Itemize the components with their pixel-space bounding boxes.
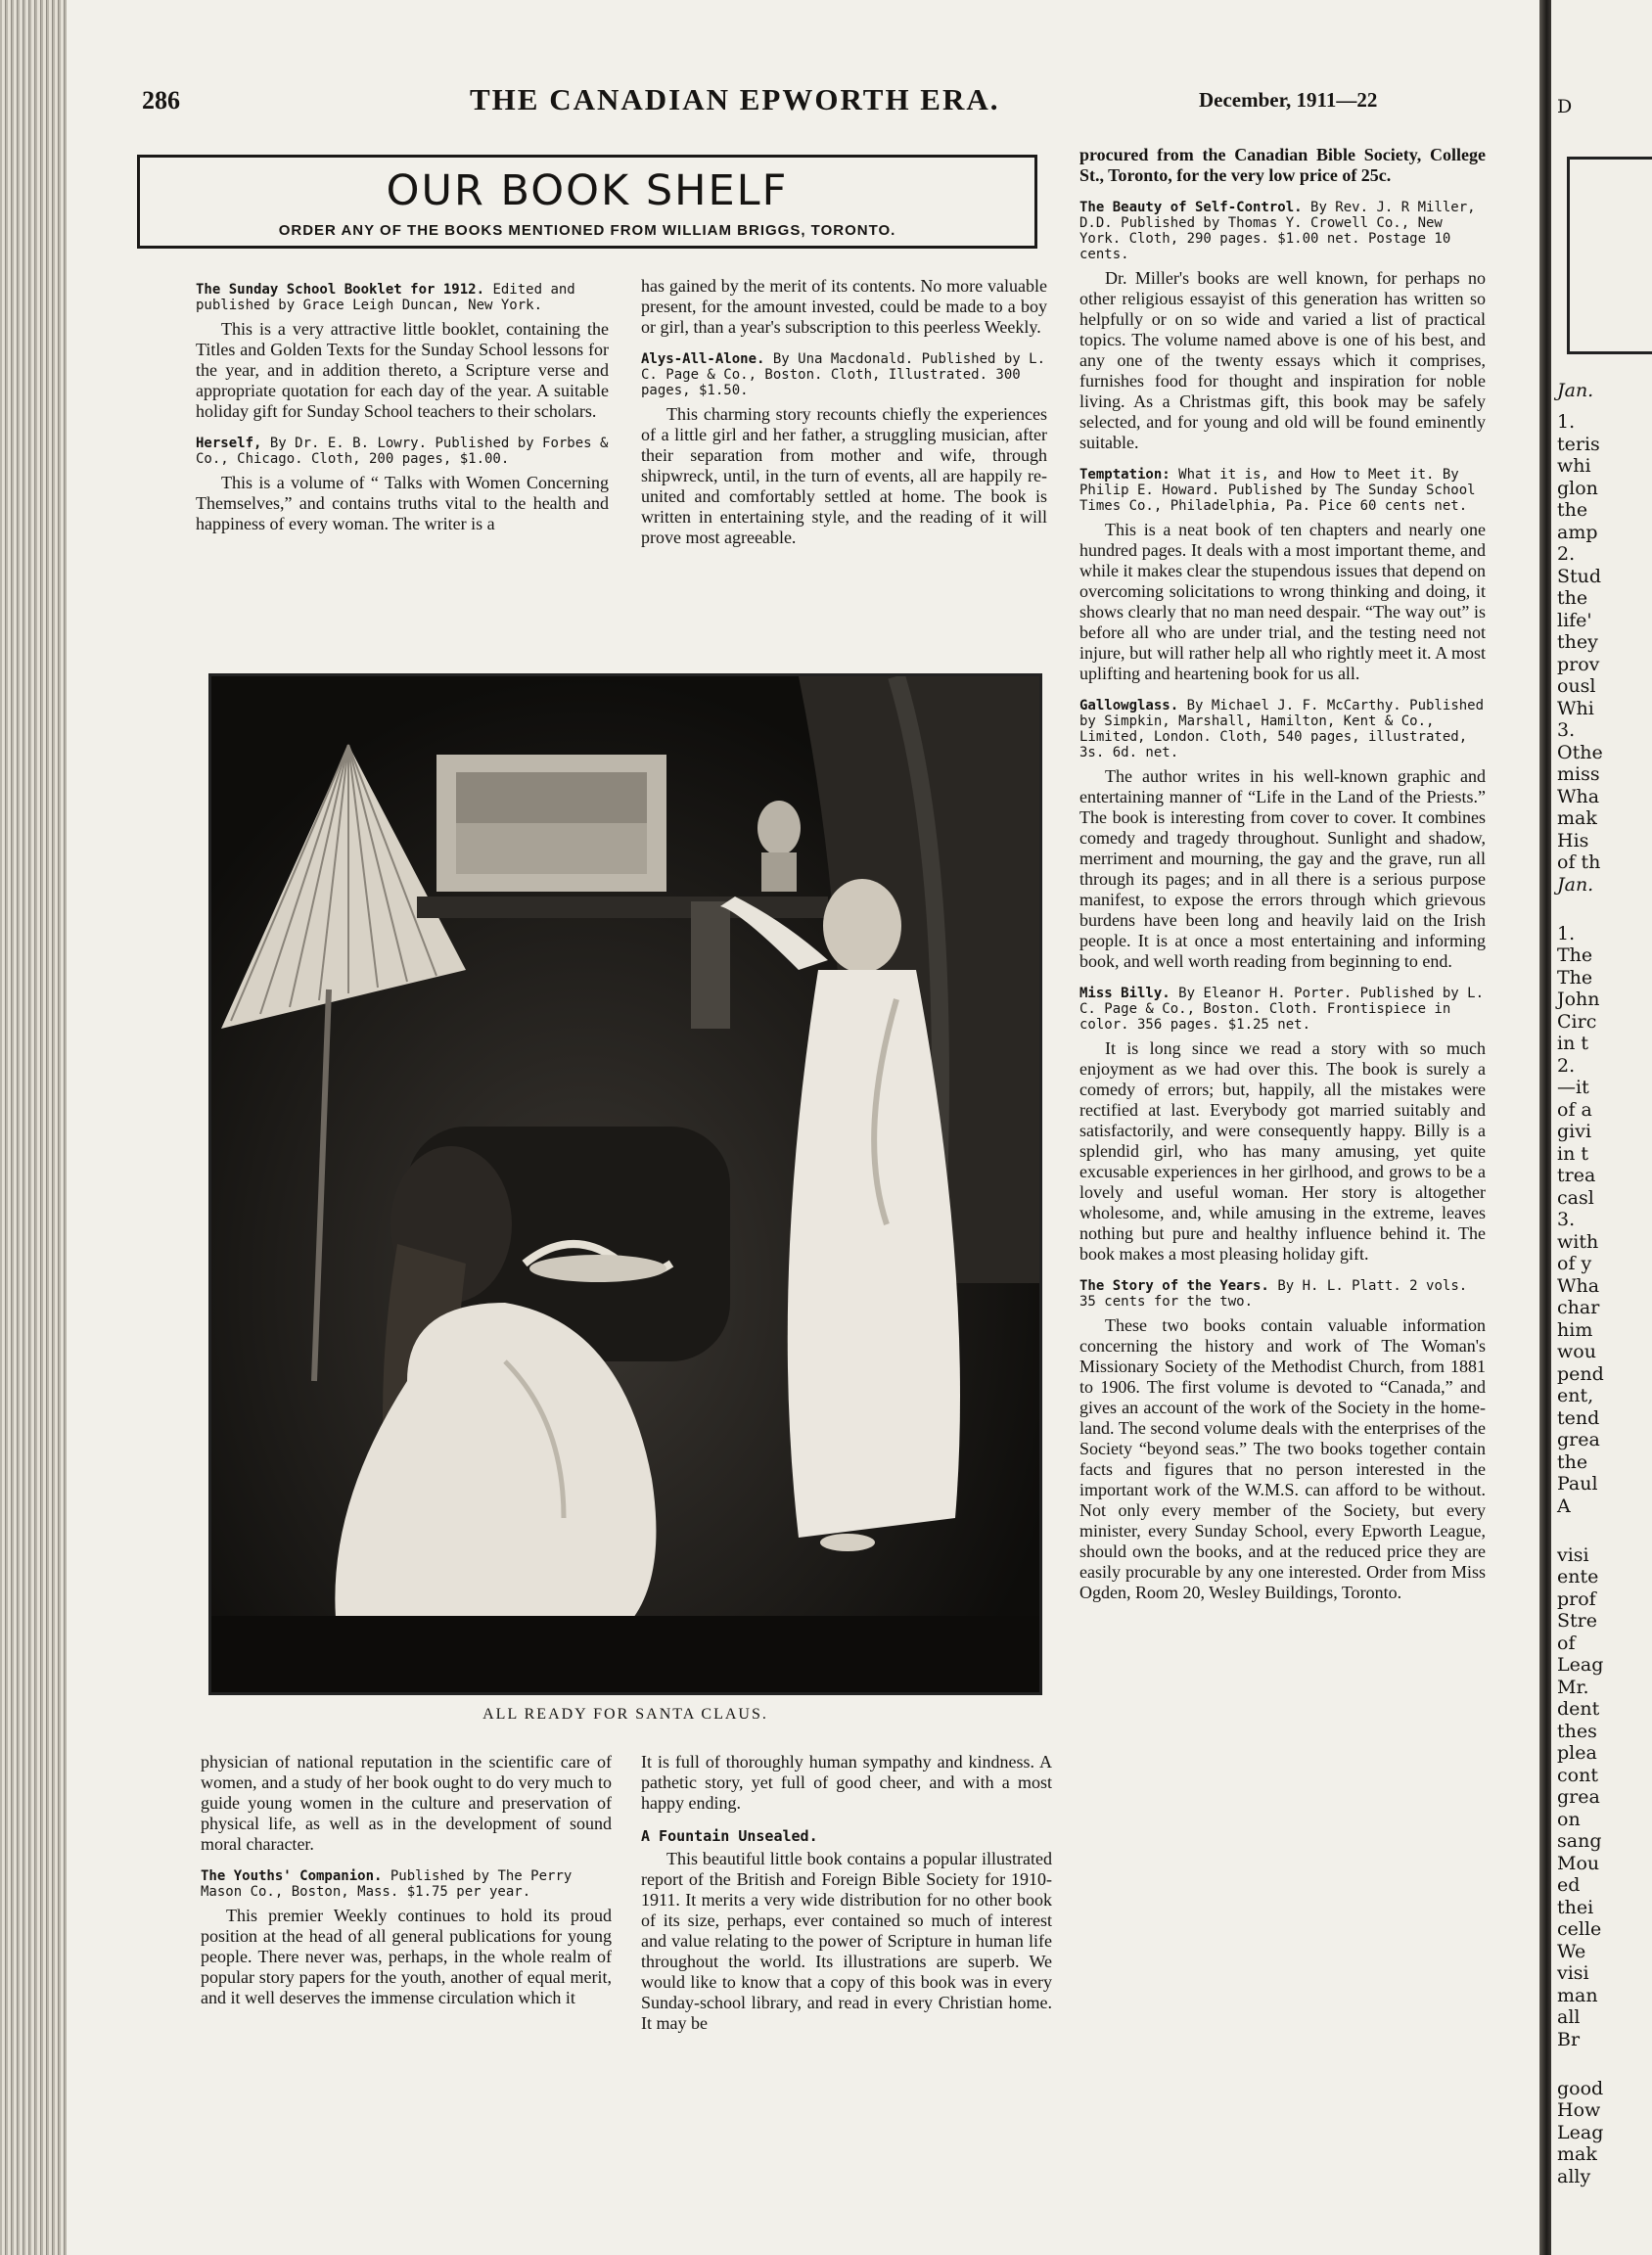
entry-heading: [641, 351, 1047, 398]
adjacent-page-fragment: Wha: [1557, 785, 1600, 807]
book-page-edges: [0, 0, 67, 2255]
adjacent-page-fragment: of y: [1557, 1253, 1592, 1274]
adjacent-page-fragment: with: [1557, 1230, 1599, 1253]
adjacent-page-fragment: 3.: [1557, 1209, 1576, 1230]
entry-heading: [201, 1868, 612, 1900]
adjacent-page-fragment: ente: [1557, 1566, 1599, 1588]
adjacent-page-fragment: D: [1557, 96, 1573, 117]
book-publisher: By Una Macdonald. Published by L. C. Page & Co., Boston. Cloth, Illustrated. 300 pages, $1.50.: [641, 351, 1046, 398]
adjacent-page-fragment: The: [1557, 966, 1593, 989]
adjacent-page-fragment: Mou: [1557, 1852, 1600, 1874]
adjacent-page-fragment: of th: [1557, 851, 1601, 873]
adjacent-page-fragment: visi: [1557, 1962, 1589, 1984]
page-number: 286: [142, 86, 180, 115]
adjacent-page-fragment: whi: [1557, 455, 1591, 477]
adjacent-page-fragment: plea: [1557, 1742, 1597, 1764]
adjacent-page-fragment: thei: [1557, 1896, 1594, 1918]
book-title: Miss Billy.: [1079, 986, 1170, 1001]
adjacent-page-fragment: prov: [1557, 653, 1600, 675]
adjacent-page-fragment: His: [1557, 829, 1589, 851]
adjacent-page-fragment: miss: [1557, 763, 1600, 785]
entry-heading: [196, 282, 609, 313]
adjacent-page-fragment: 1.: [1557, 411, 1576, 433]
book-publisher: By Dr. E. B. Lowry. Published by Forbes & Co., Chicago. Cloth, 200 pages, $1.00.: [196, 436, 609, 467]
book-gutter: [1539, 0, 1551, 2255]
book-publisher: By H. L. Platt. 2 vols. 35 cents for the two.: [1079, 1278, 1468, 1310]
adjacent-page-fragment: Jan.: [1557, 873, 1594, 896]
book-review-text: It is long since we read a story with so much enjoyment as we had over this. The book is surely a comedy of errors; but, happily, all the mistakes were rectified at last. Everybody got married suitably and satisfactorily, and were consequently happy. Billy is a splendid girl, who has many amusing, yet quite excusable experiences in her girlhood, and grows to be a lovely and useful woman. Her story is altogether wholesome, and, while amusing in the extreme, leaves nothing but pure and healthy influence behind it. The book makes a most pleasing holiday gift.: [1079, 1038, 1486, 1264]
adjacent-page-fragment: —it: [1557, 1077, 1589, 1098]
entry-heading: [1079, 1278, 1486, 1310]
adjacent-page-fragment: Stud: [1557, 565, 1602, 587]
adjacent-page-fragment: grea: [1557, 1786, 1600, 1808]
adjacent-page-fragment: man: [1557, 1984, 1598, 2006]
adjacent-page-fragment: ally: [1557, 2165, 1591, 2187]
book-publisher: What it is, and How to Meet it. By Philip E. Howard. Published by The Sunday School Times Co., Philadelphia, Pa. Pice 60 cents net.: [1079, 467, 1476, 514]
book-title: Alys-All-Alone.: [641, 351, 765, 367]
book-review-text: These two books contain valuable information concerning the history and work of The Woman's Missionary Society of the Methodist Church, from 1881 to 1906. The first volume is devoted to “Canada,” and gives an account of the work of the Society in the home-land. The second volume deals with the enterprises of the Society “beyond seas.” The two books together contain facts and figures that no person interested in the important work of the W.M.S. can afford to be without. Not only every member of the Society, but every minister, every Sunday School, every Epworth League, should own the books, and at the reduced price they are easily procurable by any one interested. Order from Miss Ogden, Room 20, Wesley Buildings, Toronto.: [1079, 1315, 1486, 1602]
entry-heading: [1079, 698, 1486, 760]
adjacent-page-fragment: cont: [1557, 1764, 1598, 1786]
adjacent-page-fragment: in t: [1557, 1142, 1588, 1165]
adjacent-page-fragment: Br: [1557, 2028, 1581, 2050]
adjacent-page-fragment: of a: [1557, 1098, 1592, 1121]
book-publisher: By Eleanor H. Porter. Published by L. C. Page & Co., Boston. Cloth. Frontispiece in color. 356 pages. $1.25 net.: [1079, 986, 1485, 1033]
adjacent-page-fragment: trea: [1557, 1165, 1596, 1186]
adjacent-page-fragment: pend: [1557, 1362, 1604, 1385]
adjacent-page-fragment: We: [1557, 1940, 1586, 1962]
adjacent-page-fragment: char: [1557, 1297, 1600, 1318]
adjacent-page-fragment: Leag: [1557, 2121, 1604, 2143]
photo-santa-claus: [211, 676, 1039, 1692]
book-title: The Youths' Companion.: [201, 1868, 383, 1884]
adjacent-page-fragment: 2.: [1557, 543, 1576, 565]
adjacent-page-fragment: on: [1557, 1808, 1581, 1830]
adjacent-page-fragment: Circ: [1557, 1010, 1597, 1033]
column-1-top: [196, 282, 609, 538]
book-publisher: By Michael J. F. McCarthy. Published by Simpkin, Marshall, Hamilton, Kent & Co., Limited, London. Cloth, 540 pages, illustrated, 3s. 6d. net.: [1079, 698, 1485, 760]
entry-heading: [1079, 986, 1486, 1033]
adjacent-page-fragment: 1.: [1557, 922, 1576, 944]
adjacent-page-fragment: tend: [1557, 1406, 1600, 1429]
book-title: Gallowglass.: [1079, 698, 1179, 713]
adjacent-page-fragment: The: [1557, 944, 1593, 966]
adjacent-page-fragment: teris: [1557, 433, 1600, 455]
column-2-bottom: [641, 1752, 1052, 2038]
adjacent-page-fragment: ed: [1557, 1874, 1581, 1896]
adjacent-page-fragment: Stre: [1557, 1610, 1597, 1632]
adjacent-page-fragment: wou: [1557, 1341, 1596, 1362]
adjacent-page-fragment: life': [1557, 609, 1592, 631]
adjacent-page-fragment: thes: [1557, 1720, 1597, 1742]
book-shelf-title: OUR BOOK SHELF: [386, 166, 789, 215]
adjacent-page-fragment: in t: [1557, 1033, 1588, 1054]
entry-heading: [1079, 467, 1486, 514]
book-title: A Fountain Unsealed.: [641, 1827, 818, 1845]
adjacent-page-fragment: Jan.: [1557, 380, 1594, 401]
adjacent-page-fragment: amp: [1557, 521, 1598, 543]
review-continuation: physician of national reputation in the scientific care of women, and a study of her book ought to do very much to guide young women in the culture and preservation of physical life, as well as in the development of sound moral character.: [201, 1752, 612, 1854]
book-review-text: Dr. Miller's books are well known, for perhaps no other religious essayist of this generation has written so helpfully or on so wide and varied a list of practical topics. The volume named above is one of his best, and any one of the twenty essays which it comprises, furnishes food for thought and inspiration for noble living. As a Christmas gift, this book may be safely selected, and for young and old will be found eminently suitable.: [1079, 268, 1486, 452]
book-shelf-banner: [137, 155, 1037, 249]
adjacent-page-fragment: Whi: [1557, 697, 1594, 719]
adjacent-page-fragment: good: [1557, 2077, 1604, 2099]
book-review-text: This is a very attractive little booklet, containing the Titles and Golden Texts for the Sunday School lessons for the year, and in addition thereto, a Scripture verse and appropriate quotation for each day of the year. A suitable holiday gift for Sunday School teachers to their scholars.: [196, 319, 609, 421]
adjacent-page-fragment: mak: [1557, 2143, 1597, 2165]
adjacent-page-fragment: How: [1557, 2099, 1601, 2121]
review-continuation: It is full of thoroughly human sympathy and kindness. A pathetic story, yet full of good cheer, and with a most happy ending.: [641, 1752, 1052, 1813]
adjacent-page-fragment: him: [1557, 1318, 1593, 1341]
book-publisher: Edited and published by Grace Leigh Duncan, New York.: [196, 282, 575, 313]
adjacent-page-fragment: Paul: [1557, 1473, 1598, 1495]
adjacent-page-fragment: sang: [1557, 1830, 1602, 1852]
adjacent-page-fragment: Wha: [1557, 1274, 1600, 1297]
book-title: Temptation:: [1079, 467, 1170, 483]
adjacent-page-fragment: of: [1557, 1632, 1576, 1654]
adjacent-page-fragment: Leag: [1557, 1654, 1604, 1676]
entry-heading: [1079, 200, 1486, 262]
book-review-text: This premier Weekly continues to hold its proud position at the head of all general publications for young people. There never was, perhaps, in the whole realm of popular story papers for the youth, another of equal merit, and it well deserves the immense circulation which it: [201, 1906, 612, 2007]
column-1-bottom: [201, 1752, 612, 2012]
adjacent-page-fragment: ousl: [1557, 675, 1596, 697]
book-review-text: This is a volume of “ Talks with Women Concerning Themselves,” and contains truths vital to the health and happiness of every woman. The writer is a: [196, 473, 609, 533]
adjacent-page-fragment: ent,: [1557, 1385, 1594, 1406]
book-title: The Beauty of Self-Control.: [1079, 200, 1303, 215]
entry-heading: [196, 436, 609, 467]
book-review-text: This is a neat book of ten chapters and nearly one hundred pages. It deals with a most important theme, and while it makes clear the stupendous issues that depend on overcoming solicitations to wrong thinking and doing, it shows clearly that no man need despair. “The way out” is before all who are under trial, and the testing need not injure, but will rather help all who rightly meet it. A most uplifting and heartening book for us all.: [1079, 520, 1486, 683]
adjacent-page-fragment: glon: [1557, 477, 1598, 499]
book-title: The Sunday School Booklet for 1912.: [196, 282, 485, 298]
book-review-text: This beautiful little book contains a popular illustrated report of the British and Foreign Bible Society for 1910-1911. It merits a very wide distribution for no other book of its size, perhaps, ever contained so much of interest and value relating to the power of Scripture in human life throughout the world. Its illustrations are superb. We would like to know that a copy of this book was in every Sunday-school library, and read in every Christian home. It may be: [641, 1849, 1052, 2033]
book-publisher: By Rev. J. R Miller, D.D. Published by Thomas Y. Crowell Co., New York. Cloth, 290 pages. $1.00 net. Postage 10 cents.: [1079, 200, 1476, 262]
column-3: [1079, 145, 1486, 1607]
issue-date: December, 1911—22: [1199, 88, 1378, 112]
adjacent-page-box: [1567, 157, 1652, 354]
journal-title: THE CANADIAN EPWORTH ERA.: [470, 82, 1000, 116]
adjacent-page-fragment: the: [1557, 499, 1588, 521]
book-title: The Story of the Years.: [1079, 1278, 1269, 1294]
adjacent-page-fragment: 3.: [1557, 719, 1576, 741]
adjacent-page-fragment: they: [1557, 631, 1598, 653]
adjacent-page: [1551, 0, 1652, 2255]
running-head: [0, 82, 1652, 121]
adjacent-page-fragment: A: [1557, 1495, 1571, 1517]
adjacent-page-fragment: the: [1557, 587, 1588, 609]
book-publisher: Published by The Perry Mason Co., Boston, Mass. $1.75 per year.: [201, 1868, 573, 1900]
adjacent-page-fragment: Mr.: [1557, 1676, 1589, 1698]
column-2-top: [641, 276, 1047, 552]
review-continuation: has gained by the merit of its contents. No more valuable present, for the amount invested, could be made to a boy or girl, than a year's subscription to this peerless Weekly.: [641, 276, 1047, 337]
adjacent-page-fragment: the: [1557, 1450, 1588, 1473]
adjacent-page-fragment: prof: [1557, 1588, 1596, 1610]
book-review-text: This charming story recounts chiefly the experiences of a little girl and her father, a struggling musician, after their separation from mother and wife, through shipwreck, until, in the turn of events, all are happily re-united and comfortably settled at home. The book is written in entertaining style, and the reading of it will prove most agreeable.: [641, 404, 1047, 547]
figure-caption: ALL READY FOR SANTA CLAUS.: [482, 1706, 768, 1723]
review-continuation: procured from the Canadian Bible Society, College St., Toronto, for the very low price of 25c.: [1079, 145, 1486, 185]
adjacent-page-fragment: givi: [1557, 1121, 1592, 1142]
adjacent-page-fragment: John: [1557, 989, 1600, 1010]
adjacent-page-fragment: Othe: [1557, 741, 1603, 763]
book-shelf-subtitle: ORDER ANY OF THE BOOKS MENTIONED FROM WILLIAM BRIGGS, TORONTO.: [278, 222, 896, 239]
book-review-text: The author writes in his well-known graphic and entertaining manner of “Life in the Land of the Priests.” The book is interesting from cover to cover. It combines comedy and tragedy throughout. Sunlight and shadow, merriment and mourning, the gay and the grave, run all through its pages; and in all there is a serious purpose manifest, to expose the errors through which grievous burdens have been long and heavily laid on the Irish people. It is at once a most entertaining and informing book, and well worth reading from beginning to end.: [1079, 766, 1486, 971]
adjacent-page-fragment: visi: [1557, 1543, 1589, 1566]
adjacent-page-fragment: celle: [1557, 1918, 1602, 1940]
photo-figure: [208, 673, 1042, 1695]
adjacent-page-fragment: mak: [1557, 807, 1597, 829]
adjacent-page-fragment: casl: [1557, 1186, 1594, 1209]
adjacent-page-fragment: all: [1557, 2006, 1581, 2028]
adjacent-page-fragment: dent: [1557, 1698, 1600, 1720]
adjacent-page-fragment: grea: [1557, 1429, 1600, 1450]
book-title: Herself,: [196, 436, 262, 451]
adjacent-page-fragment: 2.: [1557, 1054, 1576, 1077]
